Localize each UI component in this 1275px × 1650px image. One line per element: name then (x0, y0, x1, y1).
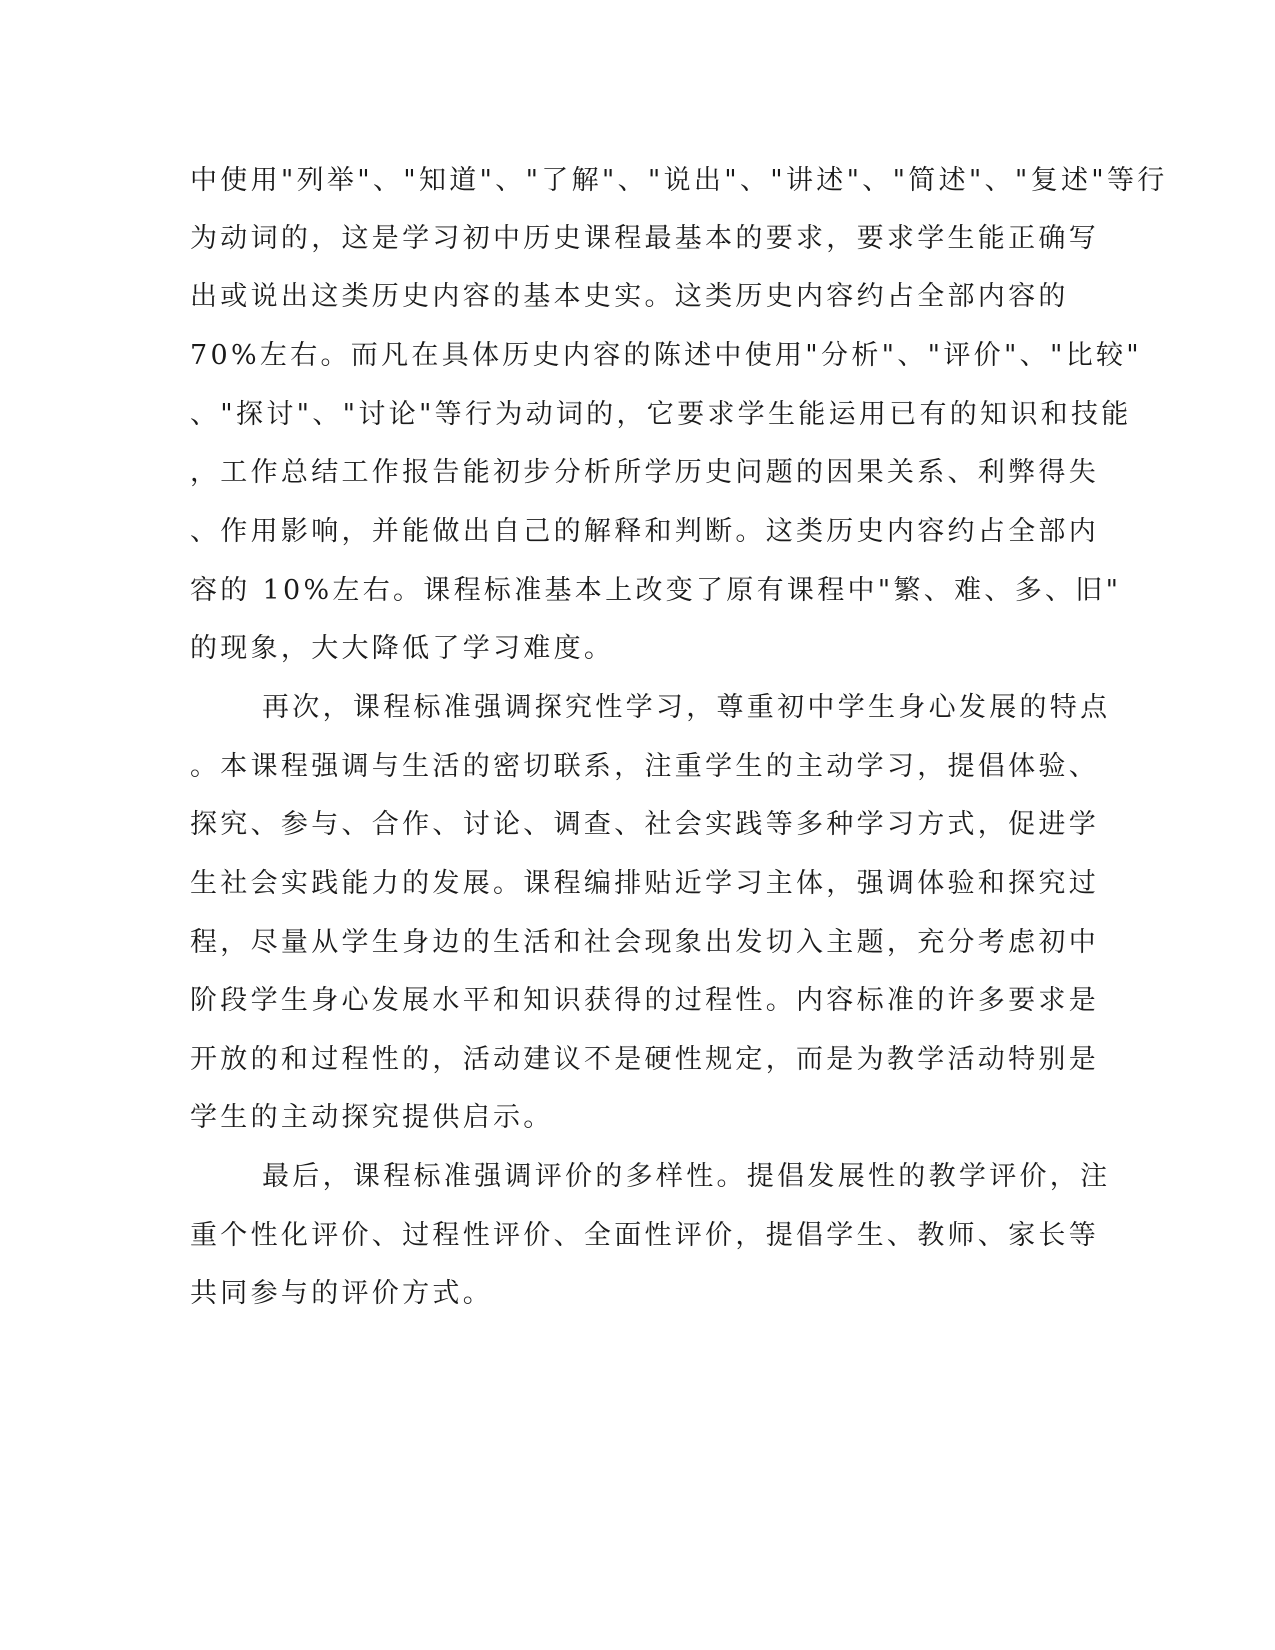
text-line: 共同参与的评价方式。 (190, 1278, 493, 1309)
text-line: 学生的主动探究提供启示。 (190, 1102, 554, 1133)
text-line: 探究、参与、合作、讨论、调查、社会实践等多种学习方式，促进学 (190, 809, 1099, 840)
text-line: ，工作总结工作报告能初步分析所学历史问题的因果关系、利弊得失 (190, 457, 1099, 488)
text-line: 、"探讨"、"讨论"等行为动词的，它要求学生能运用已有的知识和技能 (190, 399, 1132, 430)
text-line: 70%左右。而凡在具体历史内容的陈述中使用"分析"、"评价"、"比较" (190, 340, 1143, 371)
text-line: 的现象，大大降低了学习难度。 (190, 633, 615, 664)
text-line: 最后，课程标准强调评价的多样性。提倡发展性的教学评价，注 (262, 1161, 1111, 1192)
text-line: 生社会实践能力的发展。课程编排贴近学习主体，强调体验和探究过 (190, 868, 1099, 899)
text-line: 开放的和过程性的，活动建议不是硬性规定，而是为教学活动特别是 (190, 1044, 1099, 1075)
text-line: 再次，课程标准强调探究性学习，尊重初中学生身心发展的特点 (262, 692, 1111, 723)
text-line: 。本课程强调与生活的密切联系，注重学生的主动学习，提倡体验、 (190, 751, 1099, 782)
text-line: 容的 10%左右。课程标准基本上改变了原有课程中"繁、难、多、旧" (190, 575, 1122, 606)
text-line: 中使用"列举"、"知道"、"了解"、"说出"、"讲述"、"简述"、"复述"等行 (190, 165, 1168, 196)
text-line: 程，尽量从学生身边的生活和社会现象出发切入主题，充分考虑初中 (190, 927, 1099, 958)
text-line: 重个性化评价、过程性评价、全面性评价，提倡学生、教师、家长等 (190, 1220, 1099, 1251)
text-line: 、作用影响，并能做出自己的解释和判断。这类历史内容约占全部内 (190, 516, 1099, 547)
text-line: 阶段学生身心发展水平和知识获得的过程性。内容标准的许多要求是 (190, 985, 1099, 1016)
text-line: 为动词的，这是学习初中历史课程最基本的要求，要求学生能正确写 (190, 223, 1099, 254)
text-line: 出或说出这类历史内容的基本史实。这类历史内容约占全部内容的 (190, 281, 1069, 312)
